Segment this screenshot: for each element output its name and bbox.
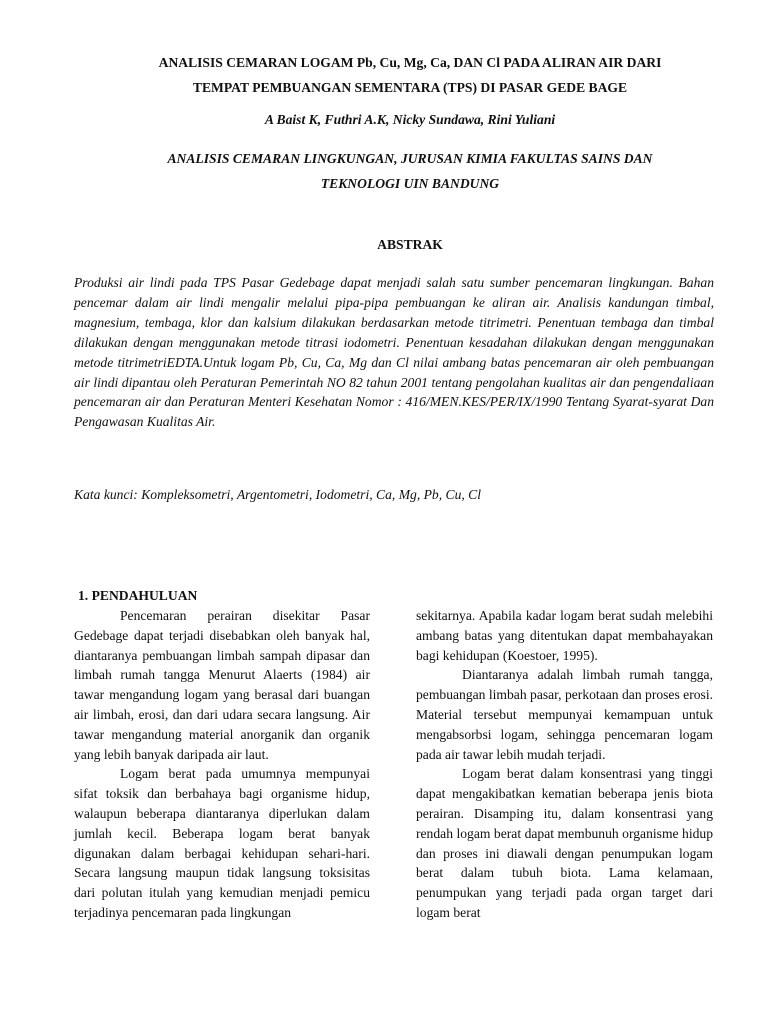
keywords: Kata kunci: Kompleksometri, Argentometri, Iodometri, Ca, Mg, Pb, Cu, Cl	[74, 487, 482, 502]
author-list: A Baist K, Futhri A.K, Nicky Sundawa, Rini Yuliani	[264, 112, 556, 127]
abstract-body: Produksi air lindi pada TPS Pasar Gedebage dapat menjadi salah satu sumber pencemaran lingkungan. Bahan pencemar dalam air lindi mengalir melalui pipa-pipa pembuangan ke aliran air. Analisis kandungan timbal, magnesium, tembaga, klor dan kalsium dilakukan berdasarkan metode titrimetri. Penentuan tembaga dan timbal dilakukan dengan menggunakan metode titrasi iodometri. Penentuan kesadahan dilakukan dengan menggunakan metode titrimetriEDTA.Untuk logam Pb, Cu, Ca, Mg dan Cl nilai ambang batas pencemaran air oleh pembuangan air lindi dipantau oleh Peraturan Pemerintah NO 82 tahun 2001 tentang pengolahan kualitas air dan pengendaliaan pencemaran air dan Peraturan Menteri Kesehatan Nomor : 416/MEN.KES/PER/IX/1990 Tentang Syarat-syarat Dan Pengawasan Kualitas Air.	[74, 275, 714, 430]
right-column	[416, 606, 713, 923]
body-paragraph: Pencemaran perairan disekitar Pasar Gedebage dapat terjadi disebabkan oleh banyak hal, diantaranya pembuangan limbah sampah dipasar dan limbah rumah tangga Menurut Alaerts (1984) air tawar mengandung logam yang berasal dari buangan air limbah, erosi, dan dari udara secara langsung. Air tawar mengandung material anorganik dan organik yang lebih banyak daripada air laut.	[74, 608, 370, 762]
body-paragraph-continued: sekitarnya. Apabila kadar logam berat sudah melebihi ambang batas yang ditentukan dapat membahayakan bagi kehidupan (Koestoer, 1995).	[416, 608, 713, 663]
title-line-1: ANALISIS CEMARAN LOGAM Pb, Cu, Mg, Ca, DAN Cl PADA ALIRAN AIR DARI	[158, 55, 662, 70]
body-paragraph: Logam berat dalam konsentrasi yang tinggi dapat mengakibatkan kematian beberapa jenis biota perairan. Disamping itu, dalam konsentrasi yang rendah logam berat dapat membunuh organisme hidup dan proses ini diawali dengan penumpukan logam berat dalam tubuh biota. Lama kelamaan, penumpukan yang terjadi pada organ target dari logam berat	[416, 766, 713, 920]
section-heading-introduction: 1. PENDAHULUAN	[78, 588, 198, 603]
paper-title	[60, 50, 760, 100]
affiliation-line-1: ANALISIS CEMARAN LINGKUNGAN, JURUSAN KIMIA FAKULTAS SAINS DAN	[167, 151, 653, 166]
abstract-heading: ABSTRAK	[377, 237, 443, 252]
title-line-2: TEMPAT PEMBUANGAN SEMENTARA (TPS) DI PASAR GEDE BAGE	[192, 80, 628, 95]
body-paragraph: Diantaranya adalah limbah rumah tangga, pembuangan limbah pasar, perkotaan dan proses erosi. Material tersebut mempunyai kemampuan untuk mengabsorbsi logam, sehingga pencemaran logam pada air tawar lebih mudah terjadi.	[416, 667, 713, 762]
affiliation	[60, 146, 760, 196]
affiliation-line-2: TEKNOLOGI UIN BANDUNG	[320, 176, 500, 191]
body-paragraph: Logam berat pada umumnya mempunyai sifat toksik dan berbahaya bagi organisme hidup, walaupun beberapa diantaranya diperlukan dalam jumlah kecil. Beberapa logam berat banyak digunakan dalam berbagai kehidupan sehari-hari. Secara langsung maupun tidak langsung toksisitas dari polutan itulah yang kemudian menjadi pemicu terjadinya pencemaran pada lingkungan	[74, 766, 370, 920]
left-column	[74, 586, 370, 923]
